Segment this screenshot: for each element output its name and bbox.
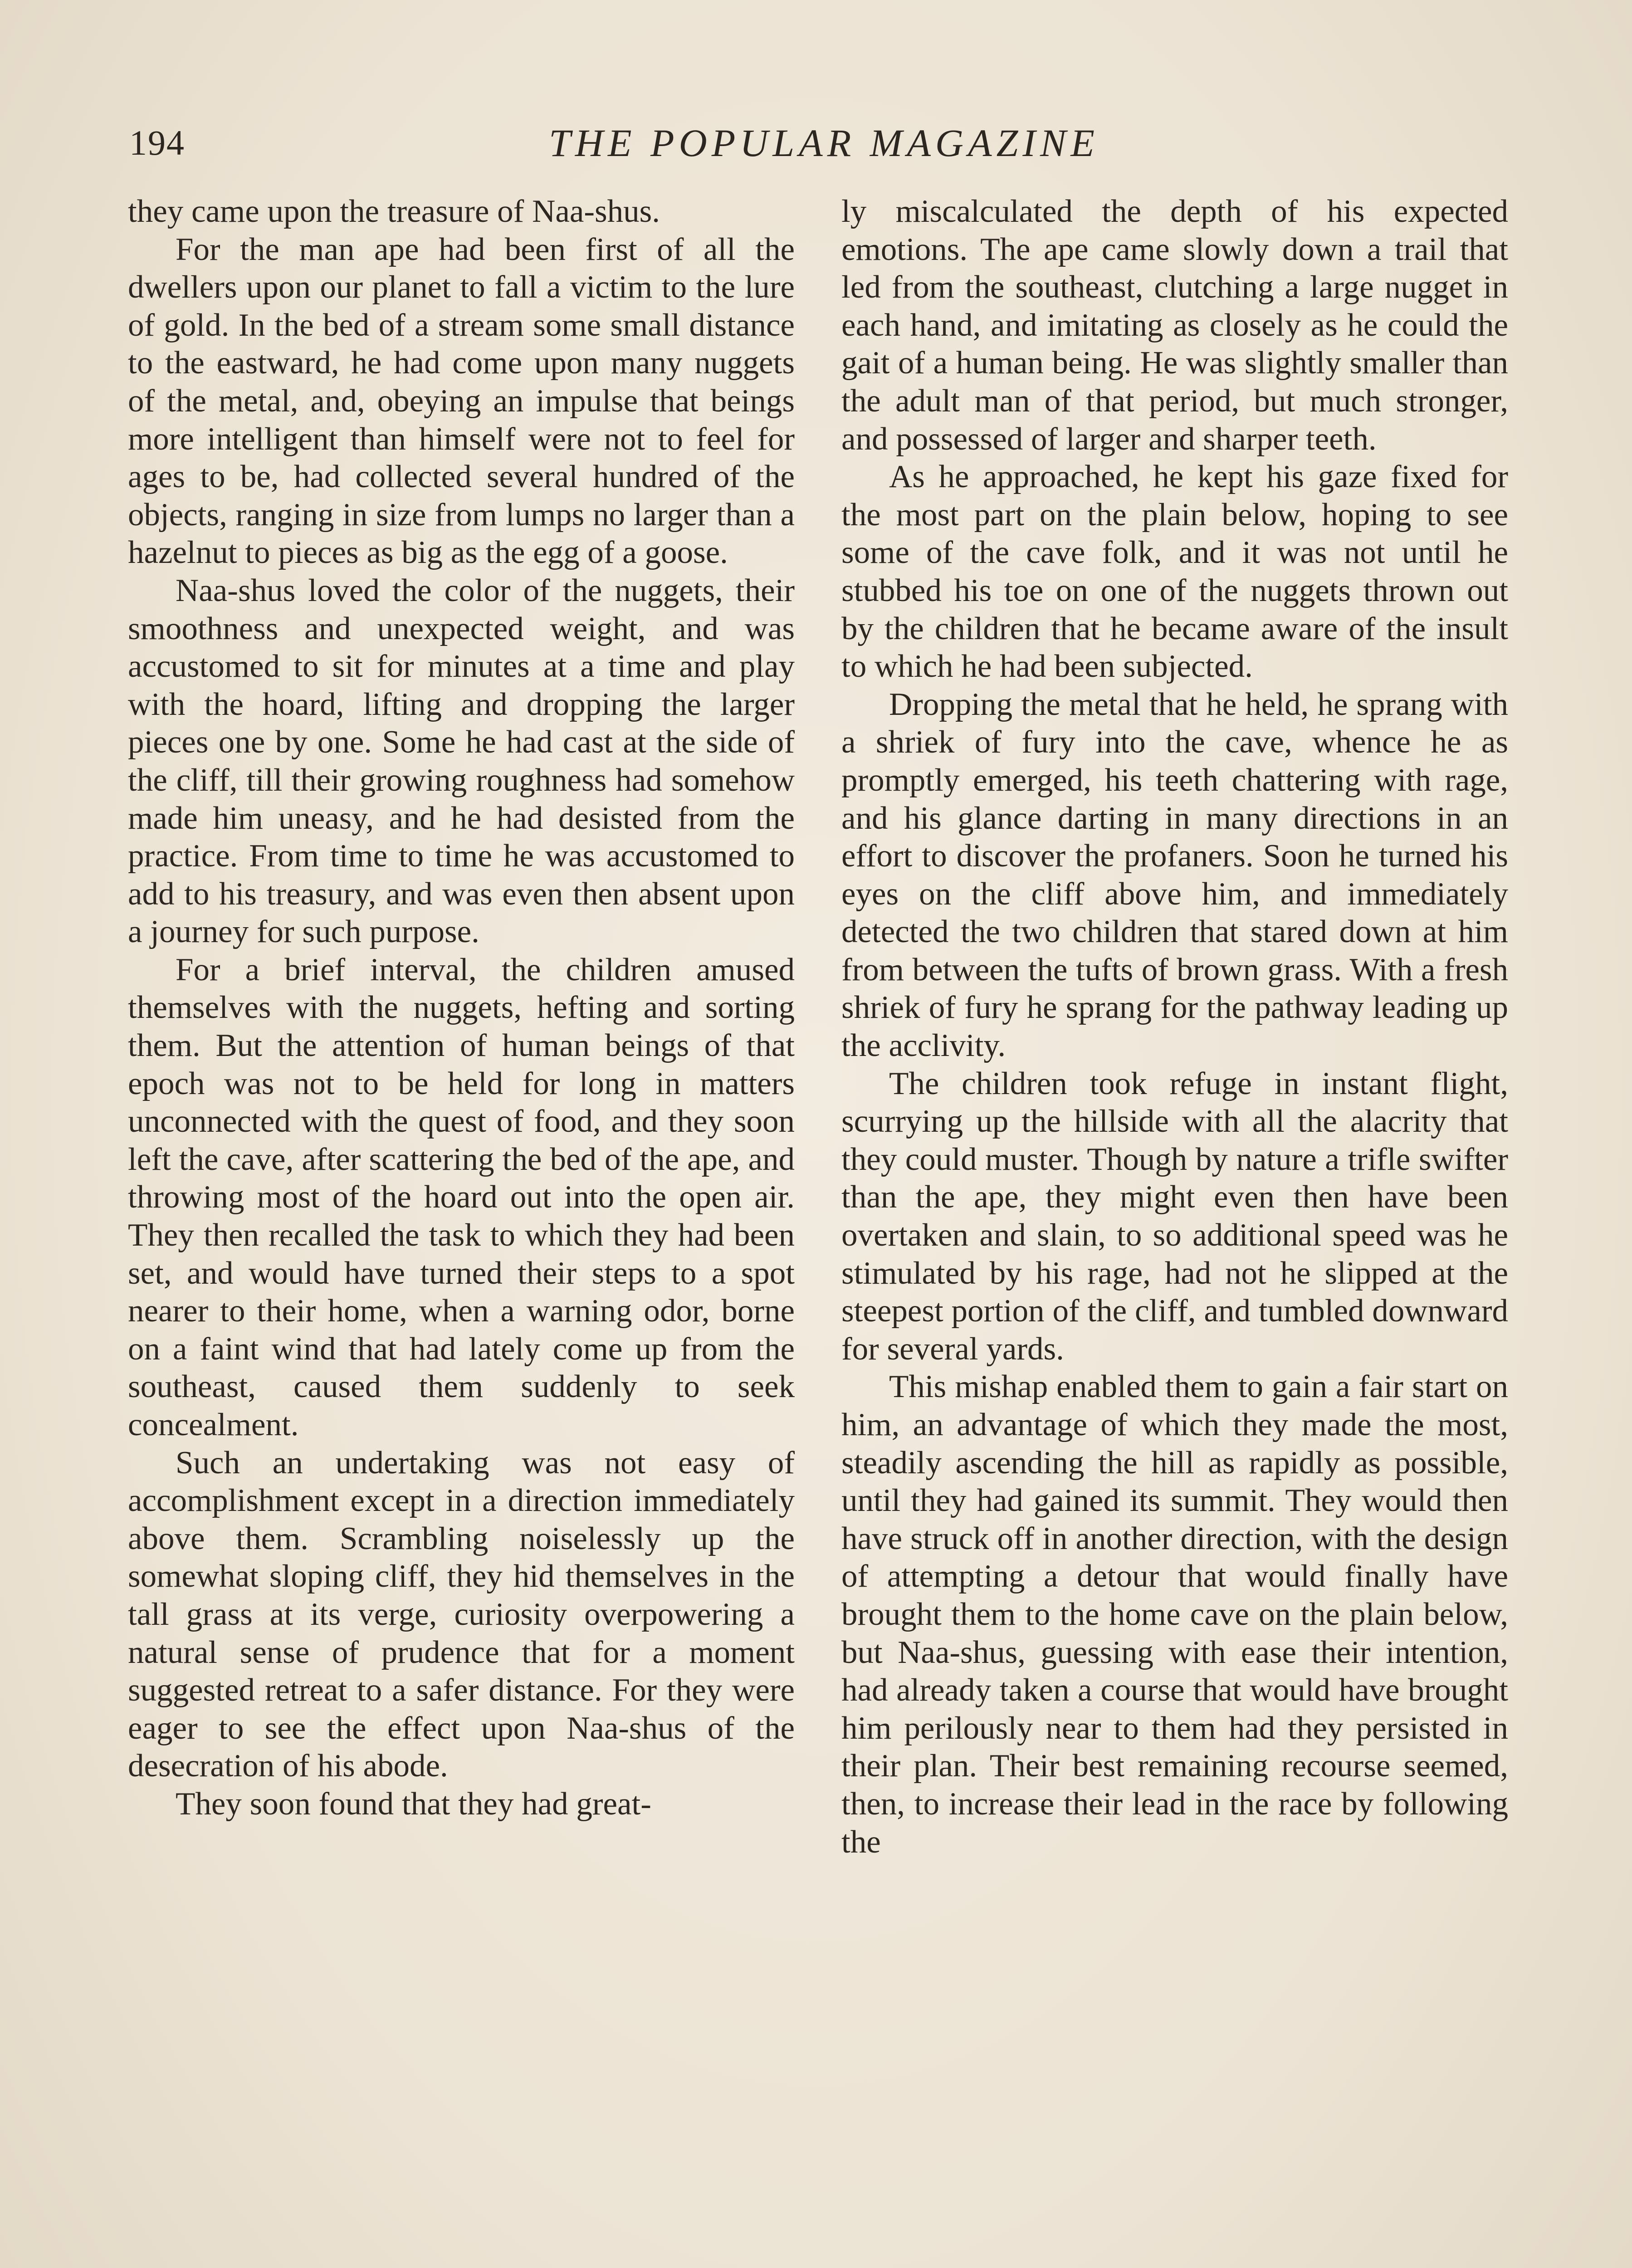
magazine-title: THE POPULAR MAGAZINE — [549, 121, 1099, 165]
page-header — [129, 116, 1519, 170]
page-number: 194 — [129, 123, 185, 162]
paragraph: For a brief interval, the children amused themselves with the nuggets, hefting and sorting them. But the attention of human beings of that epoch was not to be held for long in matters unconnected with the quest of food, and they soon left the cave, after scattering the bed of the ape, and throwing most of the hoard out into the open air. They then recalled the task to which they had been set, and would have turned their steps to a spot nearer to their home, when a warning odor, borne on a faint wind that had lately come up from the southeast, caused them suddenly to seek concealment. — [128, 952, 795, 1442]
paragraph: Naa-shus loved the color of the nuggets, their smoothness and unexpected weight, and was accustomed to sit for minutes at a time and play with the hoard, lifting and dropping the larger pieces one by one. Some he had cast at the side of the cliff, till their growing roughness had somehow made him uneasy, and he had desisted from the practice. From time to time he was accustomed to add to his treasury, and was even then absent upon a journey for such purpose. — [128, 572, 795, 950]
paragraph: This mishap enabled them to gain a fair start on him, an advantage of which they made the most, steadily ascending the hill as rapidly as possible, until they had gained its summit. They would then have struck off in another direction, with the design of attempting a detour that would finally have brought them to the home cave on the plain below, but Naa-shus, guessing with ease their intention, had already taken a course that would have brought him perilously near to them had they persisted in their plan. Their best remaining recourse seemed, then, to increase their lead in the race by following the — [841, 1369, 1508, 1860]
paragraph: Dropping the metal that he held, he sprang with a shriek of fury into the cave, whence he as promptly emerged, his teeth chattering with rage, and his glance darting in many directions in an effort to discover the profaners. Soon he turned his eyes on the cliff above him, and immediately detected the two children that stared down at him from between the tufts of brown grass. With a fresh shriek of fury he sprang for the pathway leading up the acclivity. — [841, 686, 1508, 1064]
paragraph: Such an undertaking was not easy of accomplishment except in a direction immediately above them. Scrambling noiselessly up the somewhat sloping cliff, they hid themselves in the tall grass at its verge, curiosity overpowering a natural sense of prudence that for a moment suggested retreat to a safer distance. For they were eager to see the effect upon Naa-shus of the desecration of his abode. — [128, 1445, 795, 1784]
paragraph: The children took refuge in instant flight, scurrying up the hillside with all the alacrity that they could muster. Though by nature a trifle swifter than the ape, they might even then have been overtaken and slain, to so additional speed was he stimulated by his rage, had not he slipped at the steepest portion of the cliff, and tumbled downward for several yards. — [841, 1066, 1508, 1367]
paragraph: they came upon the treasure of Naa-shus. — [128, 194, 660, 229]
left-text-column — [128, 193, 795, 1823]
paragraph: As he approached, he kept his gaze fixed for the most part on the plain below, hoping to see some of the cave folk, and it was not until he stubbed his toe on one of the nuggets thrown out by the children that he became aware of the insult to which he had been subjected. — [841, 459, 1508, 684]
right-text-column — [841, 193, 1508, 1861]
paragraph: ly miscalculated the depth of his expected emotions. The ape came slowly down a trail that led from the southeast, clutching a large nugget in each hand, and imitating as closely as he could the gait of a human being. He was slightly smaller than the adult man of that period, but much stronger, and possessed of larger and sharper teeth. — [841, 194, 1508, 457]
paragraph: For the man ape had been first of all the dwellers upon our planet to fall a victim to the lure of gold. In the bed of a stream some small distance to the eastward, he had come upon many nuggets of the metal, and, obeying an impulse that beings more intelligent than himself were not to feel for ages to be, had collected several hundred of the objects, ranging in size from lumps no larger than a hazelnut to pieces as big as the egg of a goose. — [128, 231, 795, 571]
paragraph: They soon found that they had great- — [176, 1786, 651, 1822]
